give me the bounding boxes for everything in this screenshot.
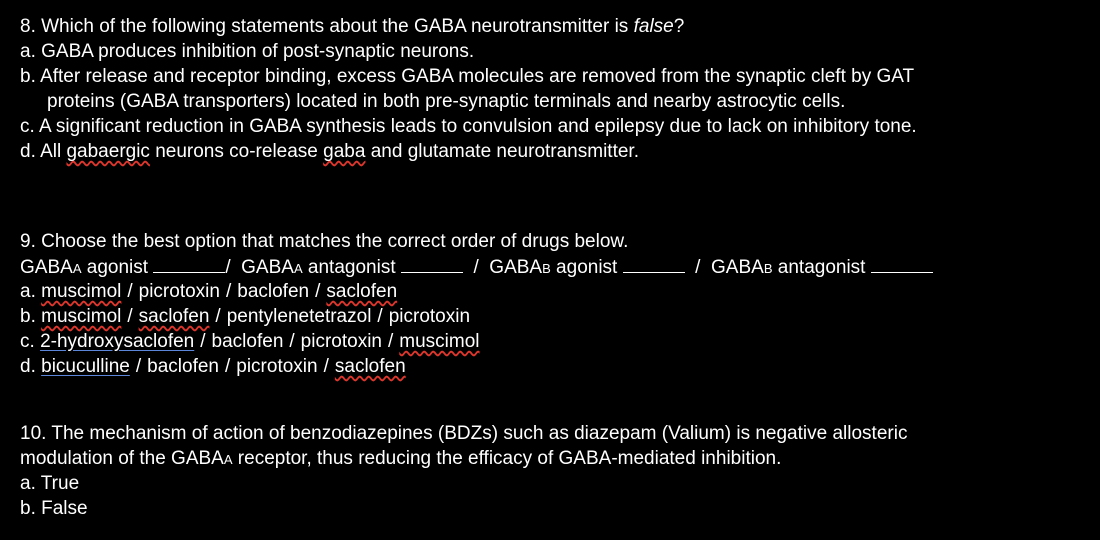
drug-name: saclofen <box>326 281 398 302</box>
drug-name: picrotoxin <box>388 306 471 327</box>
separator: / <box>323 356 329 377</box>
separator: / <box>388 331 394 352</box>
q8-stem-text: 8. Which of the following statements about the GABA neurotransmitter is <box>20 16 634 37</box>
q8-stem <box>20 14 1090 39</box>
separator: / <box>225 281 232 302</box>
answer-blank <box>871 254 933 273</box>
q8-option-b-line2: proteins (GABA transporters) located in both pre-synaptic terminals and nearby astrocytic cells. <box>47 91 846 112</box>
separator: / <box>215 306 221 327</box>
q9-stem: 9. Choose the best option that matches the correct order of drugs below. <box>20 231 629 252</box>
q9-header-gaba: GABA <box>241 257 294 278</box>
q9-header-label: agonist <box>81 257 154 278</box>
drug-name: baclofen <box>237 281 310 302</box>
q9-header-label: antagonist <box>772 257 871 278</box>
q8-d-misspelled-word: gaba <box>323 141 366 162</box>
q10-subscript: A <box>223 452 233 467</box>
q10-stem-line1: 10. The mechanism of action of benzodiazepines (BDZs) such as diazepam (Valium) is negative allosteric <box>20 423 908 444</box>
separator: / <box>127 306 133 327</box>
q8-option-b-line1: b. After release and receptor binding, excess GABA molecules are removed from the synaptic cleft by GAT <box>20 66 915 87</box>
q9-option-d <box>20 354 1090 379</box>
q8-option-a: a. GABA produces inhibition of post-synaptic neurons. <box>20 41 475 62</box>
drug-name: bicuculline <box>41 356 130 377</box>
q9-header-row <box>20 254 1090 279</box>
q8-d-suffix: and glutamate neurotransmitter. <box>365 141 639 162</box>
q8-option-d <box>20 139 1090 164</box>
drug-name: baclofen <box>211 331 284 352</box>
q9-header-label: agonist <box>550 257 623 278</box>
drug-name: muscimol <box>41 281 122 302</box>
q10-stem-text: modulation of the GABA <box>20 448 224 469</box>
option-letter: d. <box>20 356 42 377</box>
separator: / <box>377 306 383 327</box>
answer-blank <box>623 254 685 273</box>
q9-header-subscript: A <box>293 261 303 276</box>
separator: / <box>315 281 321 302</box>
answer-blank <box>401 254 463 273</box>
q10-option-a: a. True <box>20 473 80 494</box>
q8-option-c: c. A significant reduction in GABA synthesis leads to convulsion and epilepsy due to lack on inhibitory tone. <box>20 116 917 137</box>
q9-header-label: antagonist <box>302 257 401 278</box>
option-letter: b. <box>20 306 42 327</box>
question-8 <box>20 14 1090 164</box>
separator: / <box>695 257 701 278</box>
question-9 <box>20 229 1090 379</box>
drug-name: saclofen <box>138 306 210 327</box>
separator: / <box>127 281 133 302</box>
drug-name: baclofen <box>147 356 219 377</box>
option-letter: a. <box>20 281 42 302</box>
drug-name: saclofen <box>334 356 406 377</box>
separator: / <box>289 331 295 352</box>
q9-option-c <box>20 329 1090 354</box>
drug-name: picrotoxin <box>300 331 382 352</box>
q9-header-subscript: B <box>542 261 551 276</box>
separator: / <box>225 257 231 278</box>
q8-d-prefix: d. All <box>20 141 67 162</box>
drug-name: picrotoxin <box>236 356 318 377</box>
q10-stem-text: receptor, thus reducing the efficacy of GABA-mediated inhibition. <box>232 448 782 469</box>
drug-name: picrotoxin <box>138 281 220 302</box>
q10-stem-line2 <box>20 446 1090 471</box>
q10-option-b: b. False <box>20 498 88 519</box>
drug-name: muscimol <box>399 331 480 352</box>
answer-blank <box>153 254 225 273</box>
separator: / <box>200 331 206 352</box>
q8-stem-suffix: ? <box>673 16 685 37</box>
drug-name: 2-hydroxysaclofen <box>40 331 195 352</box>
q9-option-b <box>20 304 1090 329</box>
q9-header-gaba: GABA <box>711 257 764 278</box>
separator: / <box>473 257 479 278</box>
q8-d-misspelled-word: gabaergic <box>66 141 150 162</box>
q8-stem-emphasis: false <box>633 16 674 37</box>
separator: / <box>224 356 231 377</box>
q9-header-subscript: A <box>72 261 82 276</box>
drug-name: pentylenetetrazol <box>226 306 372 327</box>
q9-header-gaba: GABA <box>20 257 73 278</box>
question-10 <box>20 421 1090 521</box>
q9-header-gaba: GABA <box>489 257 543 278</box>
q9-header-subscript: B <box>763 261 773 276</box>
q9-option-a <box>20 279 1090 304</box>
separator: / <box>135 356 142 377</box>
option-letter: c. <box>20 331 41 352</box>
q8-d-mid: neurons co-release <box>149 141 324 162</box>
drug-name: muscimol <box>41 306 122 327</box>
